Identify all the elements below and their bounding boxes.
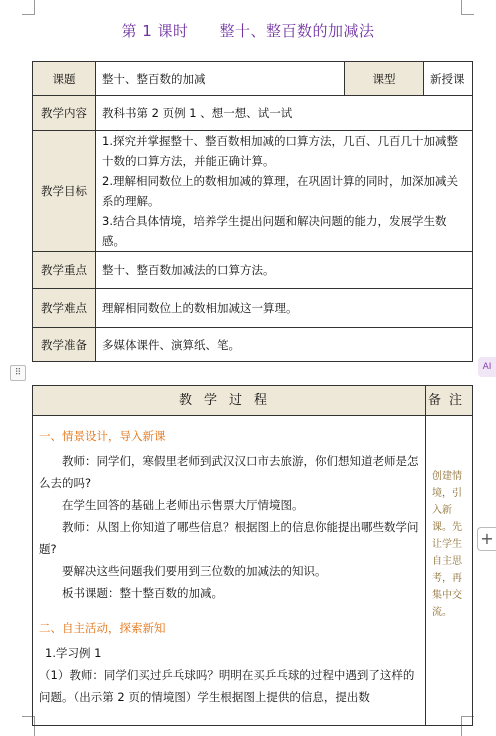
paragraph: （1）教师：同学们买过乒乓球吗？明明在买乒乓球的过程中遇到了这样的问题。（出示第 2 页的情境图）学生根据图上提供的信息，提出数 [39,668,415,704]
table-move-handle[interactable]: ⠿ [10,365,26,381]
key-point-value: 整十、整百数加减法的口算方法。 [96,252,473,289]
paragraph: 教师：从图上你知道了哪些信息？根据图上的信息你能提出哪些数学问题? [39,520,419,556]
label-goals: 教学目标 [33,131,96,252]
crop-mark [22,14,34,15]
section-heading: 二、自主活动，探索新知 [39,621,166,635]
lesson-info-table[interactable] [32,61,473,362]
preparation-value: 多媒体课件、演算纸、笔。 [96,328,473,362]
note-text: 创建情境，引入新课。先让学生自主思考，再集中交流。 [426,416,473,726]
crop-mark [461,0,462,15]
content-value: 教科书第 2 页例 1 、想一想、试一试 [96,96,473,131]
section-heading: 一、情景设计，导入新课 [39,429,166,443]
ai-assistant-button[interactable]: AI [478,357,496,377]
label-topic: 课题 [33,62,96,96]
paragraph: 在学生回答的基础上老师出示售票大厅情境图。 [62,498,304,512]
goal-item: 3.结合具体情境，培养学生提出问题和解决问题的能力，发展学生数感。 [102,214,447,248]
label-key-point: 教学重点 [33,252,96,289]
label-content: 教学内容 [33,96,96,131]
add-row-button[interactable]: + [477,527,496,551]
goals-value [96,131,473,252]
label-difficulty: 教学难点 [33,289,96,328]
goal-item: 1.探究并掌握整十、整百数相加减的口算方法，几百、几百几十加减整十数的口算方法，并能正确计算。 [102,134,458,168]
paragraph: 要解决这些问题我们要用到三位数的加减法的知识。 [62,564,327,578]
paragraph: 教师：同学们，寒假里老师到武汉汉口市去旅游，你们想知道老师是怎么去的吗? [39,454,419,490]
process-table[interactable] [32,385,473,726]
goal-item: 2.理解相同数位上的数相加减的算理，在巩固计算的同时，加深加减关系的理解。 [102,174,458,208]
difficulty-value: 理解相同数位上的数相加减这一算理。 [96,289,473,328]
process-header: 教学过程 [33,386,426,416]
topic-value: 整十、整百数的加减 [96,62,345,96]
sub-heading: 1.学习例 1 [45,646,102,660]
label-preparation: 教学准备 [33,328,96,362]
note-header: 备注 [426,386,473,416]
type-value: 新授课 [424,62,473,96]
process-body [33,416,426,726]
crop-mark [462,14,474,15]
paragraph: 板书课题：整十整百数的加减。 [62,586,223,600]
label-type: 课型 [345,62,424,96]
crop-mark [34,0,35,15]
lesson-title: 第 1 课时 整十、整百数的加减法 [121,22,375,40]
